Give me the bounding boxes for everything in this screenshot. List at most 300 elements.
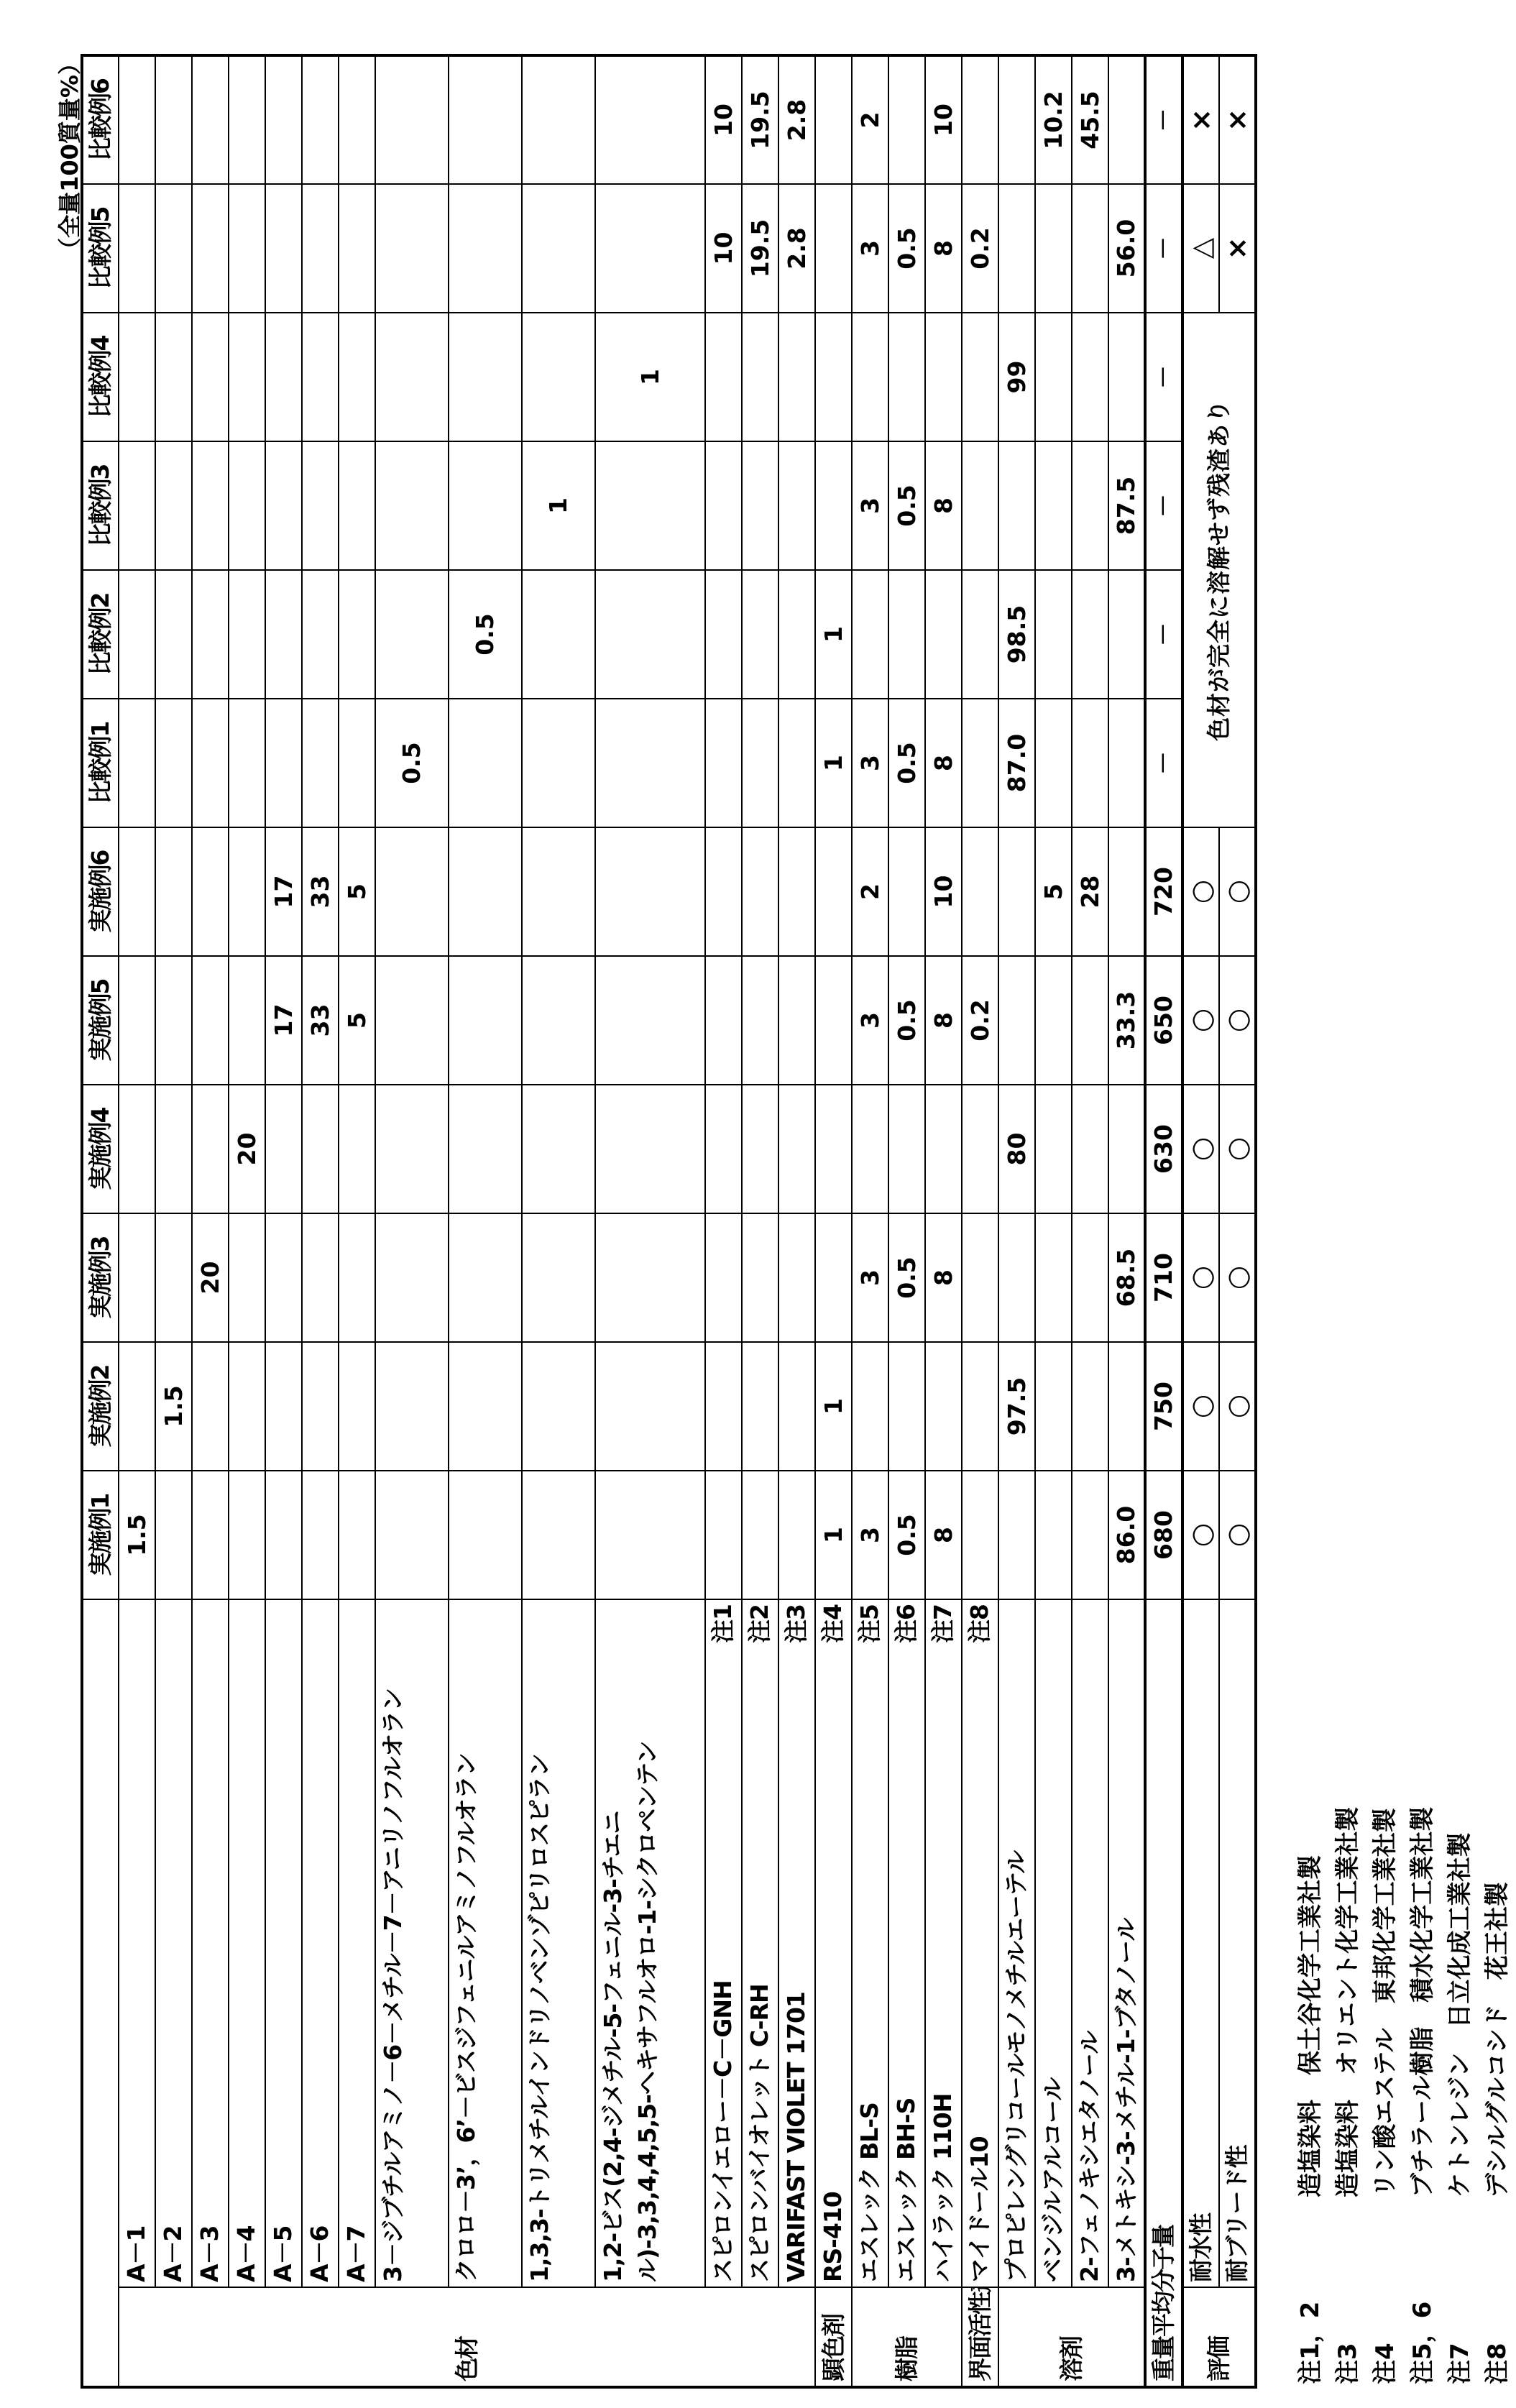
value-cell bbox=[449, 1213, 522, 1342]
value-cell: 710 bbox=[1145, 1213, 1182, 1342]
component-name-text: A－2 bbox=[156, 1604, 190, 2282]
table-row bbox=[1145, 55, 1182, 2387]
table-row bbox=[595, 55, 705, 2387]
value-cell bbox=[449, 441, 522, 570]
component-name-text: A－7 bbox=[339, 1604, 374, 2282]
value-cell bbox=[778, 827, 815, 956]
value-cell bbox=[449, 313, 522, 441]
component-name bbox=[998, 1599, 1035, 2287]
value-cell bbox=[229, 1342, 265, 1471]
value-cell: 0.5 bbox=[888, 1471, 925, 1599]
value-cell bbox=[375, 1213, 449, 1342]
value-cell bbox=[155, 699, 192, 827]
value-cell bbox=[265, 699, 302, 827]
value-cell bbox=[229, 570, 265, 699]
value-cell bbox=[1035, 441, 1072, 570]
value-cell: 28 bbox=[1072, 827, 1108, 956]
component-name-text: A－4 bbox=[229, 1604, 264, 2282]
evaluation-mark: ○ bbox=[1219, 956, 1256, 1085]
value-cell bbox=[1072, 956, 1108, 1085]
value-cell: 8 bbox=[925, 184, 962, 313]
table-row bbox=[998, 55, 1035, 2387]
value-cell: 17 bbox=[265, 956, 302, 1085]
value-cell bbox=[522, 184, 595, 313]
component-name bbox=[742, 1599, 778, 2287]
value-cell bbox=[192, 827, 229, 956]
value-cell bbox=[229, 184, 265, 313]
value-cell bbox=[962, 1471, 998, 1599]
value-cell bbox=[229, 55, 265, 184]
component-name-text: 1,2-ビス(2,4-ジメチル-5-フェニル-3-チエニル)-3,3,4,4,5,5-ヘキサフルオロ-1-シクロペンテン bbox=[596, 1604, 665, 2282]
value-cell bbox=[1072, 570, 1108, 699]
value-cell bbox=[852, 570, 888, 699]
component-name bbox=[192, 1599, 229, 2287]
note-ref: 注7 bbox=[926, 1604, 960, 1643]
value-cell bbox=[265, 184, 302, 313]
component-name bbox=[155, 1599, 192, 2287]
table-row bbox=[449, 55, 522, 2387]
table-row bbox=[155, 55, 192, 2387]
component-name bbox=[265, 1599, 302, 2287]
value-cell bbox=[192, 1342, 229, 1471]
value-cell bbox=[192, 1471, 229, 1599]
value-cell bbox=[595, 184, 705, 313]
value-cell bbox=[595, 1471, 705, 1599]
value-cell: 10.2 bbox=[1035, 55, 1072, 184]
value-cell bbox=[522, 956, 595, 1085]
value-cell bbox=[449, 1471, 522, 1599]
value-cell bbox=[742, 956, 778, 1085]
footnote-label: 注3 bbox=[1329, 2205, 1366, 2384]
table-row bbox=[522, 55, 595, 2387]
table-row bbox=[119, 55, 155, 2387]
component-name-text: エスレック BL-S bbox=[853, 1604, 887, 2282]
value-cell bbox=[229, 699, 265, 827]
value-cell: 97.5 bbox=[998, 1342, 1035, 1471]
value-cell bbox=[119, 699, 155, 827]
value-cell: － bbox=[1145, 699, 1182, 827]
value-cell bbox=[888, 313, 925, 441]
value-cell bbox=[339, 1213, 375, 1342]
value-cell bbox=[1072, 1342, 1108, 1471]
category-label: 評価 bbox=[1182, 2287, 1256, 2387]
value-cell bbox=[815, 956, 852, 1085]
value-cell bbox=[522, 55, 595, 184]
value-cell: 8 bbox=[925, 1213, 962, 1342]
value-cell bbox=[815, 827, 852, 956]
value-cell bbox=[815, 313, 852, 441]
value-cell bbox=[778, 1471, 815, 1599]
value-cell bbox=[1035, 1085, 1072, 1213]
value-cell bbox=[1108, 827, 1145, 956]
value-cell: 3 bbox=[852, 184, 888, 313]
value-cell bbox=[1108, 1342, 1145, 1471]
component-name-text: ハイラック 110H bbox=[926, 1604, 960, 2282]
value-cell bbox=[595, 1213, 705, 1342]
value-cell: － bbox=[1145, 55, 1182, 184]
value-cell: 19.5 bbox=[742, 184, 778, 313]
value-cell bbox=[192, 699, 229, 827]
value-cell bbox=[778, 570, 815, 699]
table-row bbox=[888, 55, 925, 2387]
value-cell bbox=[998, 55, 1035, 184]
note-ref: 注3 bbox=[779, 1604, 814, 1643]
category-label: 樹脂 bbox=[852, 2287, 962, 2387]
value-cell: 630 bbox=[1145, 1085, 1182, 1213]
value-cell bbox=[962, 55, 998, 184]
value-cell bbox=[155, 1085, 192, 1213]
value-cell bbox=[742, 570, 778, 699]
table-row bbox=[1108, 55, 1145, 2387]
unit-label: （全量100質量%） bbox=[52, 52, 85, 261]
component-name-text: A－1 bbox=[119, 1604, 154, 2282]
value-cell bbox=[449, 956, 522, 1085]
value-cell: 3 bbox=[852, 956, 888, 1085]
value-cell bbox=[705, 313, 742, 441]
header-row bbox=[82, 55, 119, 2387]
value-cell bbox=[1072, 1085, 1108, 1213]
column-header: 比較例1 bbox=[82, 699, 119, 827]
value-cell bbox=[1072, 699, 1108, 827]
value-cell bbox=[998, 956, 1035, 1085]
component-name-text: プロピレングリコールモノメチルエーテル bbox=[999, 1604, 1034, 2282]
value-cell bbox=[155, 570, 192, 699]
value-cell bbox=[229, 1471, 265, 1599]
value-cell: 56.0 bbox=[1108, 184, 1145, 313]
value-cell bbox=[778, 1342, 815, 1471]
value-cell: 10 bbox=[925, 827, 962, 956]
value-cell: 750 bbox=[1145, 1342, 1182, 1471]
value-cell: 5 bbox=[1035, 827, 1072, 956]
value-cell bbox=[595, 956, 705, 1085]
value-cell: 86.0 bbox=[1108, 1471, 1145, 1599]
value-cell bbox=[522, 1471, 595, 1599]
value-cell bbox=[778, 313, 815, 441]
value-cell: 2 bbox=[852, 55, 888, 184]
evaluation-mark: ○ bbox=[1182, 956, 1219, 1085]
value-cell: 0.5 bbox=[888, 956, 925, 1085]
value-cell bbox=[998, 441, 1035, 570]
value-cell bbox=[375, 956, 449, 1085]
component-name bbox=[522, 1599, 595, 2287]
value-cell: 0.5 bbox=[375, 699, 449, 827]
value-cell bbox=[595, 441, 705, 570]
table-row bbox=[229, 55, 265, 2387]
value-cell bbox=[705, 956, 742, 1085]
value-cell: 99 bbox=[998, 313, 1035, 441]
evaluation-mark: ○ bbox=[1182, 1342, 1219, 1471]
table-row bbox=[778, 55, 815, 2387]
component-name bbox=[229, 1599, 265, 2287]
value-cell bbox=[265, 570, 302, 699]
value-cell bbox=[155, 441, 192, 570]
value-cell bbox=[375, 55, 449, 184]
value-cell bbox=[229, 827, 265, 956]
evaluation-mark: ○ bbox=[1219, 1213, 1256, 1342]
value-cell bbox=[119, 441, 155, 570]
value-cell bbox=[815, 1213, 852, 1342]
value-cell: 2.8 bbox=[778, 184, 815, 313]
value-cell bbox=[742, 699, 778, 827]
value-cell bbox=[192, 1085, 229, 1213]
value-cell bbox=[595, 699, 705, 827]
value-cell bbox=[1035, 1342, 1072, 1471]
value-cell bbox=[1072, 441, 1108, 570]
footnote-label: 注1，2 bbox=[1292, 2205, 1329, 2384]
value-cell bbox=[449, 1085, 522, 1213]
column-header: 比較例4 bbox=[82, 313, 119, 441]
value-cell: 68.5 bbox=[1108, 1213, 1145, 1342]
value-cell bbox=[1108, 313, 1145, 441]
component-name-text: 3－ジブチルアミノ－6－メチル－7－アニリノフルオラン bbox=[376, 1604, 410, 2282]
value-cell bbox=[1035, 570, 1072, 699]
value-cell bbox=[192, 55, 229, 184]
value-cell: 1.5 bbox=[119, 1471, 155, 1599]
column-header: 実施例1 bbox=[82, 1471, 119, 1599]
value-cell bbox=[962, 827, 998, 956]
value-cell bbox=[339, 184, 375, 313]
value-cell bbox=[265, 1213, 302, 1342]
value-cell bbox=[1108, 699, 1145, 827]
value-cell bbox=[888, 570, 925, 699]
value-cell bbox=[155, 827, 192, 956]
value-cell: 3 bbox=[852, 1471, 888, 1599]
value-cell: 8 bbox=[925, 441, 962, 570]
column-header: 実施例2 bbox=[82, 1342, 119, 1471]
value-cell: 3 bbox=[852, 699, 888, 827]
component-name-text: 1,3,3-トリメチルインドリノベンゾピリロスピラン bbox=[523, 1604, 557, 2282]
value-cell bbox=[1108, 570, 1145, 699]
value-cell bbox=[742, 1342, 778, 1471]
category-label: 色材 bbox=[119, 2287, 815, 2387]
value-cell bbox=[302, 699, 339, 827]
value-cell bbox=[522, 699, 595, 827]
evaluation-mark: ○ bbox=[1219, 827, 1256, 956]
category-label: 顕色剤 bbox=[815, 2287, 852, 2387]
value-cell bbox=[595, 1342, 705, 1471]
value-cell: 3 bbox=[852, 1213, 888, 1342]
value-cell bbox=[449, 827, 522, 956]
value-cell bbox=[119, 184, 155, 313]
evaluation-mark: ○ bbox=[1182, 1471, 1219, 1599]
value-cell bbox=[998, 827, 1035, 956]
value-cell bbox=[852, 1342, 888, 1471]
component-name bbox=[1108, 1599, 1145, 2287]
value-cell bbox=[595, 55, 705, 184]
value-cell: 10 bbox=[705, 55, 742, 184]
evaluation-mark: ○ bbox=[1219, 1085, 1256, 1213]
column-header: 比較例5 bbox=[82, 184, 119, 313]
value-cell bbox=[705, 570, 742, 699]
column-header: 実施例4 bbox=[82, 1085, 119, 1213]
value-cell bbox=[375, 827, 449, 956]
evaluation-mark: ○ bbox=[1182, 827, 1219, 956]
value-cell: 1 bbox=[815, 570, 852, 699]
value-cell: 0.5 bbox=[888, 699, 925, 827]
component-name bbox=[962, 1599, 998, 2287]
value-cell bbox=[302, 441, 339, 570]
value-cell bbox=[595, 1085, 705, 1213]
component-name-text: A－5 bbox=[266, 1604, 300, 2282]
table-row bbox=[852, 55, 888, 2387]
value-cell: 8 bbox=[925, 699, 962, 827]
value-cell bbox=[375, 313, 449, 441]
evaluation-mark: ○ bbox=[1219, 1342, 1256, 1471]
value-cell bbox=[119, 1213, 155, 1342]
value-cell bbox=[595, 827, 705, 956]
component-name bbox=[925, 1599, 962, 2287]
component-name bbox=[705, 1599, 742, 2287]
value-cell bbox=[192, 313, 229, 441]
note-ref: 注2 bbox=[743, 1604, 777, 1643]
value-cell bbox=[192, 184, 229, 313]
value-cell bbox=[925, 1342, 962, 1471]
footnote-text: デシルグルコシド 花王社製 bbox=[1479, 1882, 1516, 2197]
note-ref: 注8 bbox=[963, 1604, 997, 1643]
evaluation-mark: △ bbox=[1182, 184, 1219, 313]
value-cell bbox=[375, 441, 449, 570]
value-cell bbox=[229, 313, 265, 441]
value-cell bbox=[265, 441, 302, 570]
value-cell bbox=[778, 699, 815, 827]
value-cell bbox=[522, 1213, 595, 1342]
value-cell bbox=[155, 184, 192, 313]
value-cell bbox=[449, 1342, 522, 1471]
value-cell: 1 bbox=[595, 313, 705, 441]
value-cell bbox=[925, 1085, 962, 1213]
value-cell bbox=[595, 570, 705, 699]
value-cell bbox=[119, 956, 155, 1085]
value-cell bbox=[778, 1085, 815, 1213]
value-cell bbox=[742, 313, 778, 441]
note-ref: 注4 bbox=[816, 1604, 850, 1643]
value-cell bbox=[852, 313, 888, 441]
category-label: 界面活性剤 bbox=[962, 2287, 998, 2387]
value-cell bbox=[339, 570, 375, 699]
value-cell bbox=[119, 313, 155, 441]
value-cell bbox=[119, 1085, 155, 1213]
value-cell bbox=[998, 1471, 1035, 1599]
value-cell bbox=[375, 184, 449, 313]
evaluation-mark: × bbox=[1219, 55, 1256, 184]
component-name-text: 2-フェノキシエタノール bbox=[1072, 1604, 1107, 2282]
value-cell: 17 bbox=[265, 827, 302, 956]
weight-average-molecular-weight-label: 重量平均分子量 bbox=[1145, 1599, 1182, 2387]
value-cell: 2.8 bbox=[778, 55, 815, 184]
value-cell bbox=[962, 1085, 998, 1213]
value-cell bbox=[265, 1085, 302, 1213]
value-cell bbox=[778, 956, 815, 1085]
value-cell bbox=[229, 1213, 265, 1342]
value-cell bbox=[119, 55, 155, 184]
value-cell bbox=[705, 1342, 742, 1471]
component-name bbox=[852, 1599, 888, 2287]
value-cell bbox=[449, 55, 522, 184]
value-cell bbox=[302, 313, 339, 441]
column-header: 比較例2 bbox=[82, 570, 119, 699]
component-name-text: A－6 bbox=[303, 1604, 337, 2282]
evaluation-name bbox=[1219, 1599, 1256, 2287]
value-cell bbox=[265, 1471, 302, 1599]
evaluation-mark: × bbox=[1182, 55, 1219, 184]
value-cell bbox=[119, 827, 155, 956]
note-ref: 注6 bbox=[889, 1604, 924, 1643]
value-cell bbox=[339, 1471, 375, 1599]
value-cell bbox=[375, 1471, 449, 1599]
value-cell: 45.5 bbox=[1072, 55, 1108, 184]
value-cell bbox=[962, 570, 998, 699]
value-cell: － bbox=[1145, 441, 1182, 570]
component-name bbox=[778, 1599, 815, 2287]
value-cell bbox=[302, 1085, 339, 1213]
table-row bbox=[815, 55, 852, 2387]
value-cell: 3 bbox=[852, 441, 888, 570]
value-cell bbox=[449, 699, 522, 827]
value-cell: 10 bbox=[925, 55, 962, 184]
value-cell bbox=[302, 1342, 339, 1471]
component-name-text: VARIFAST VIOLET 1701 bbox=[779, 1604, 814, 2282]
value-cell bbox=[192, 441, 229, 570]
value-cell bbox=[888, 1342, 925, 1471]
value-cell bbox=[1035, 956, 1072, 1085]
component-name-text: エスレック BH-S bbox=[889, 1604, 924, 2282]
value-cell bbox=[1108, 1085, 1145, 1213]
value-cell: 720 bbox=[1145, 827, 1182, 956]
value-cell: 0.2 bbox=[962, 184, 998, 313]
component-name bbox=[119, 1599, 155, 2287]
value-cell bbox=[998, 1213, 1035, 1342]
value-cell bbox=[1035, 184, 1072, 313]
evaluation-mark: ○ bbox=[1182, 1085, 1219, 1213]
value-cell: － bbox=[1145, 184, 1182, 313]
composition-table bbox=[81, 54, 1257, 2389]
value-cell: 1 bbox=[815, 1471, 852, 1599]
note-ref: 注1 bbox=[706, 1604, 740, 1643]
value-cell bbox=[705, 699, 742, 827]
component-name bbox=[449, 1599, 522, 2287]
value-cell bbox=[925, 570, 962, 699]
component-name bbox=[815, 1599, 852, 2287]
component-name bbox=[302, 1599, 339, 2287]
value-cell bbox=[119, 1342, 155, 1471]
value-cell: 87.5 bbox=[1108, 441, 1145, 570]
footnote-text: ブチラール樹脂 積水化学工業社製 bbox=[1404, 1807, 1441, 2197]
value-cell bbox=[265, 1342, 302, 1471]
value-cell bbox=[815, 441, 852, 570]
component-name-text: 3-メトキシ-3-メチル-1-ブタノール bbox=[1109, 1604, 1144, 2282]
header-blank-cell bbox=[82, 1599, 119, 2387]
value-cell: 8 bbox=[925, 1471, 962, 1599]
value-cell bbox=[229, 956, 265, 1085]
column-header: 比較例3 bbox=[82, 441, 119, 570]
component-name bbox=[1035, 1599, 1072, 2287]
value-cell bbox=[375, 1342, 449, 1471]
value-cell bbox=[742, 1471, 778, 1599]
column-header: 比較例6 bbox=[82, 55, 119, 184]
evaluation-name-text: 耐ブリード性 bbox=[1220, 1604, 1254, 2282]
component-name bbox=[375, 1599, 449, 2287]
footnote-label: 注7 bbox=[1441, 2205, 1479, 2384]
column-header: 実施例3 bbox=[82, 1213, 119, 1342]
value-cell: 20 bbox=[229, 1085, 265, 1213]
component-name-text: ベンジルアルコール bbox=[1036, 1604, 1070, 2282]
column-header: 実施例6 bbox=[82, 827, 119, 956]
value-cell bbox=[705, 1471, 742, 1599]
value-cell bbox=[155, 313, 192, 441]
footnote-label: 注5，6 bbox=[1404, 2205, 1441, 2384]
value-cell bbox=[998, 184, 1035, 313]
value-cell bbox=[815, 55, 852, 184]
